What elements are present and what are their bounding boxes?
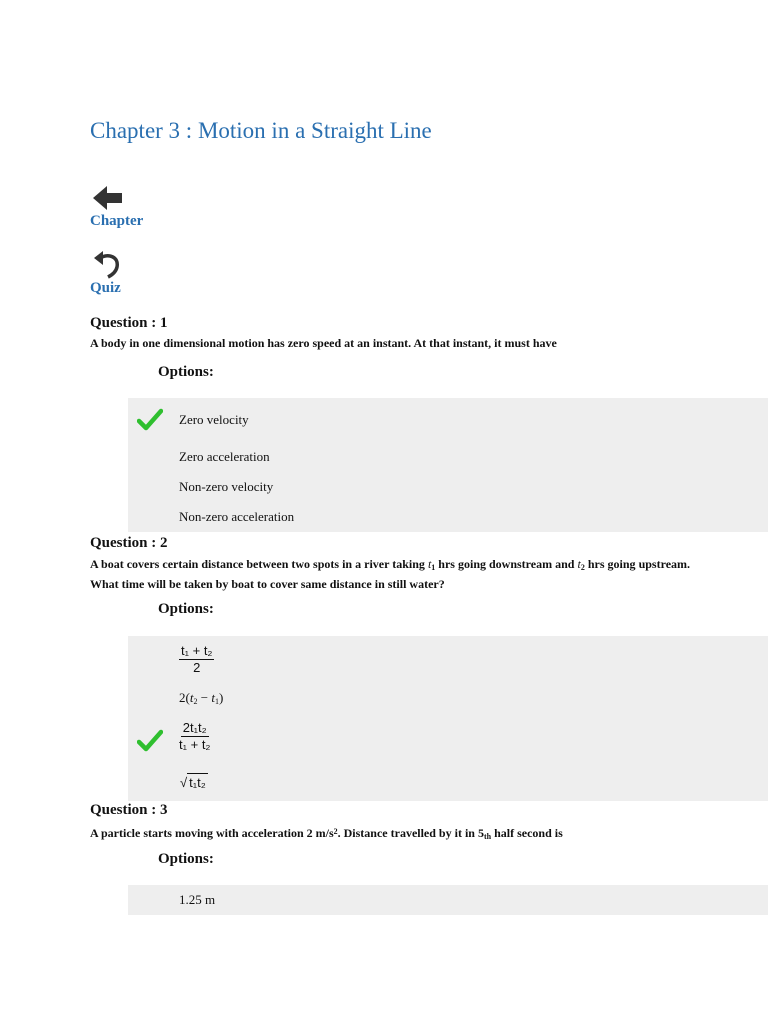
question-3-options <box>128 885 768 915</box>
question-1-option-3[interactable]: Non-zero velocity <box>179 479 274 494</box>
undo-arrow-icon[interactable] <box>91 247 125 281</box>
question-1-option-4[interactable]: Non-zero acceleration <box>179 509 295 524</box>
question-3-option-1[interactable]: 1.25 m <box>179 892 216 907</box>
question-1-heading: Question : 1 <box>90 315 168 331</box>
question-1-option-2[interactable]: Zero acceleration <box>179 449 270 464</box>
question-2-option-4[interactable]: √ t₁t₂ <box>180 775 206 790</box>
checkmark-icon <box>137 408 163 432</box>
page-title: Chapter 3 : Motion in a Straight Line <box>90 118 432 143</box>
question-1-text: A body in one dimensional motion has zero speed at an instant. At that instant, it must have <box>90 336 557 350</box>
left-arrow-icon[interactable] <box>91 181 125 215</box>
question-2-option-2[interactable]: $2(t_2 - t_1)$ <box>179 690 224 706</box>
question-1-options-label: Options: <box>158 364 214 380</box>
question-3-heading: Question : 3 <box>90 802 168 818</box>
question-2-text: A boat covers certain distance between two spots in a river taking $t_1$ hrs going downstream and $t_2$ hrs going upstream. What time will be taken by boat to cover same distance in still water? <box>90 557 691 591</box>
question-2-option-1[interactable]: $\frac{\text{t₁ + t₂}}{2}$ <box>181 643 213 675</box>
question-3-text: A particle starts moving with acceleration 2 $m/s^2$. Distance travelled by it in $5_{th}$ half second is <box>90 826 563 841</box>
question-2-option-3[interactable]: $\frac{\text{2t₁t₂}}{\text{t₁ + t₂}}$ <box>179 720 211 752</box>
question-2-options-label: Options: <box>158 601 214 617</box>
question-1-option-1[interactable]: Zero velocity <box>179 412 249 427</box>
sqrt-symbol: √ <box>180 775 188 790</box>
checkmark-icon <box>137 729 163 753</box>
chapter-link[interactable]: Chapter <box>90 213 144 229</box>
question-2-heading: Question : 2 <box>90 535 168 551</box>
question-2-options <box>128 636 768 801</box>
question-3-options-label: Options: <box>158 851 214 867</box>
quiz-link[interactable]: Quiz <box>90 280 121 296</box>
